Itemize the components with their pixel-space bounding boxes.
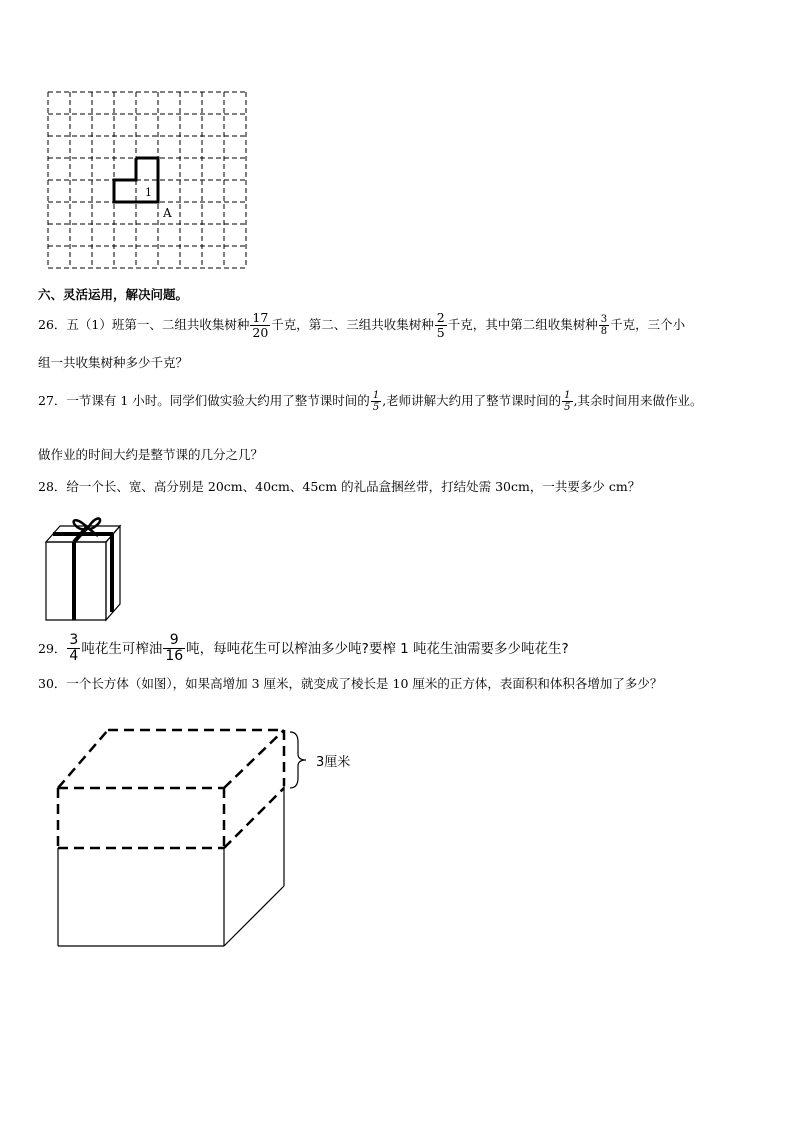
q26-number: 26． [38,316,67,332]
q26-fraction-3: $\frac{3}{8}$ [600,313,608,337]
q27-text-c: ,其余时间用来做作业。 [573,393,703,408]
q30-number: 30． [38,676,67,691]
q29-fraction-2: $\frac{9}{16}$ [165,632,184,665]
q29-fraction-1: $\frac{3}{4}$ [69,632,79,665]
q27-fraction-1: $\frac{1}{5}$ [372,390,380,413]
question-27 [38,390,703,413]
question-30 [38,678,662,691]
q27-line-2: 做作业的时间大约是整节课的几分之几？ [38,447,264,462]
brace [290,732,306,788]
grid-figure [40,86,260,276]
gift-box-figure [40,506,140,626]
section-heading: 六、灵活运用，解决问题。 [38,287,189,302]
q26-fraction-1: $\frac{17}{20}$ [252,310,269,340]
question-26 [38,311,685,340]
q29-number: 29． [38,640,67,656]
question-28 [38,481,640,494]
grid-label-A: A [163,206,172,220]
q27-text-b: ,老师讲解大约用了整节课时间的 [382,393,562,408]
q29-text-a: 吨花生可榨油 [81,640,163,657]
q28-number: 28． [38,479,67,494]
q26-text-a: 五（1）班第一、二组共收集树种 [66,316,250,332]
question-29 [38,633,569,665]
q26-text-d: 千克，三个小 [610,316,686,332]
q26-fraction-2: $\frac{2}{5}$ [436,310,445,340]
cuboid-figure [50,724,380,956]
q30-text: 一个长方体（如图），如果高增加 3 厘米，就变成了棱长是 10 厘米的正方体，表面积和体积各增加了多少？ [66,676,663,691]
cuboid-label: 3厘米 [316,755,351,770]
grid-lines [48,92,246,268]
q26-line-2: 组一共收集树种多少千克？ [38,355,189,370]
q28-text: 给一个长、宽、高分别是 20cm、40cm、45cm 的礼品盒捆丝带，打结处需 30cm，一共要多少 cm？ [66,479,641,494]
cuboid-solid-edges [58,786,284,946]
q27-number: 27． [38,393,67,408]
q26-text-c: 千克，其中第二组收集树种 [447,316,598,332]
cuboid-dashed-edges [58,730,284,848]
q27-text-a: 一节课有 1 小时。同学们做实验大约用了整节课时间的 [66,393,370,408]
ribbon [53,526,113,620]
q26-text-b: 千克，第二、三组共收集树种 [271,316,434,332]
q29-text-b: 吨，每吨花生可以榨油多少吨?要榨 1 吨花生油需要多少吨花生? [186,640,569,657]
q27-fraction-2: $\frac{1}{5}$ [564,390,571,413]
grid-label-1: 1 [145,186,152,199]
